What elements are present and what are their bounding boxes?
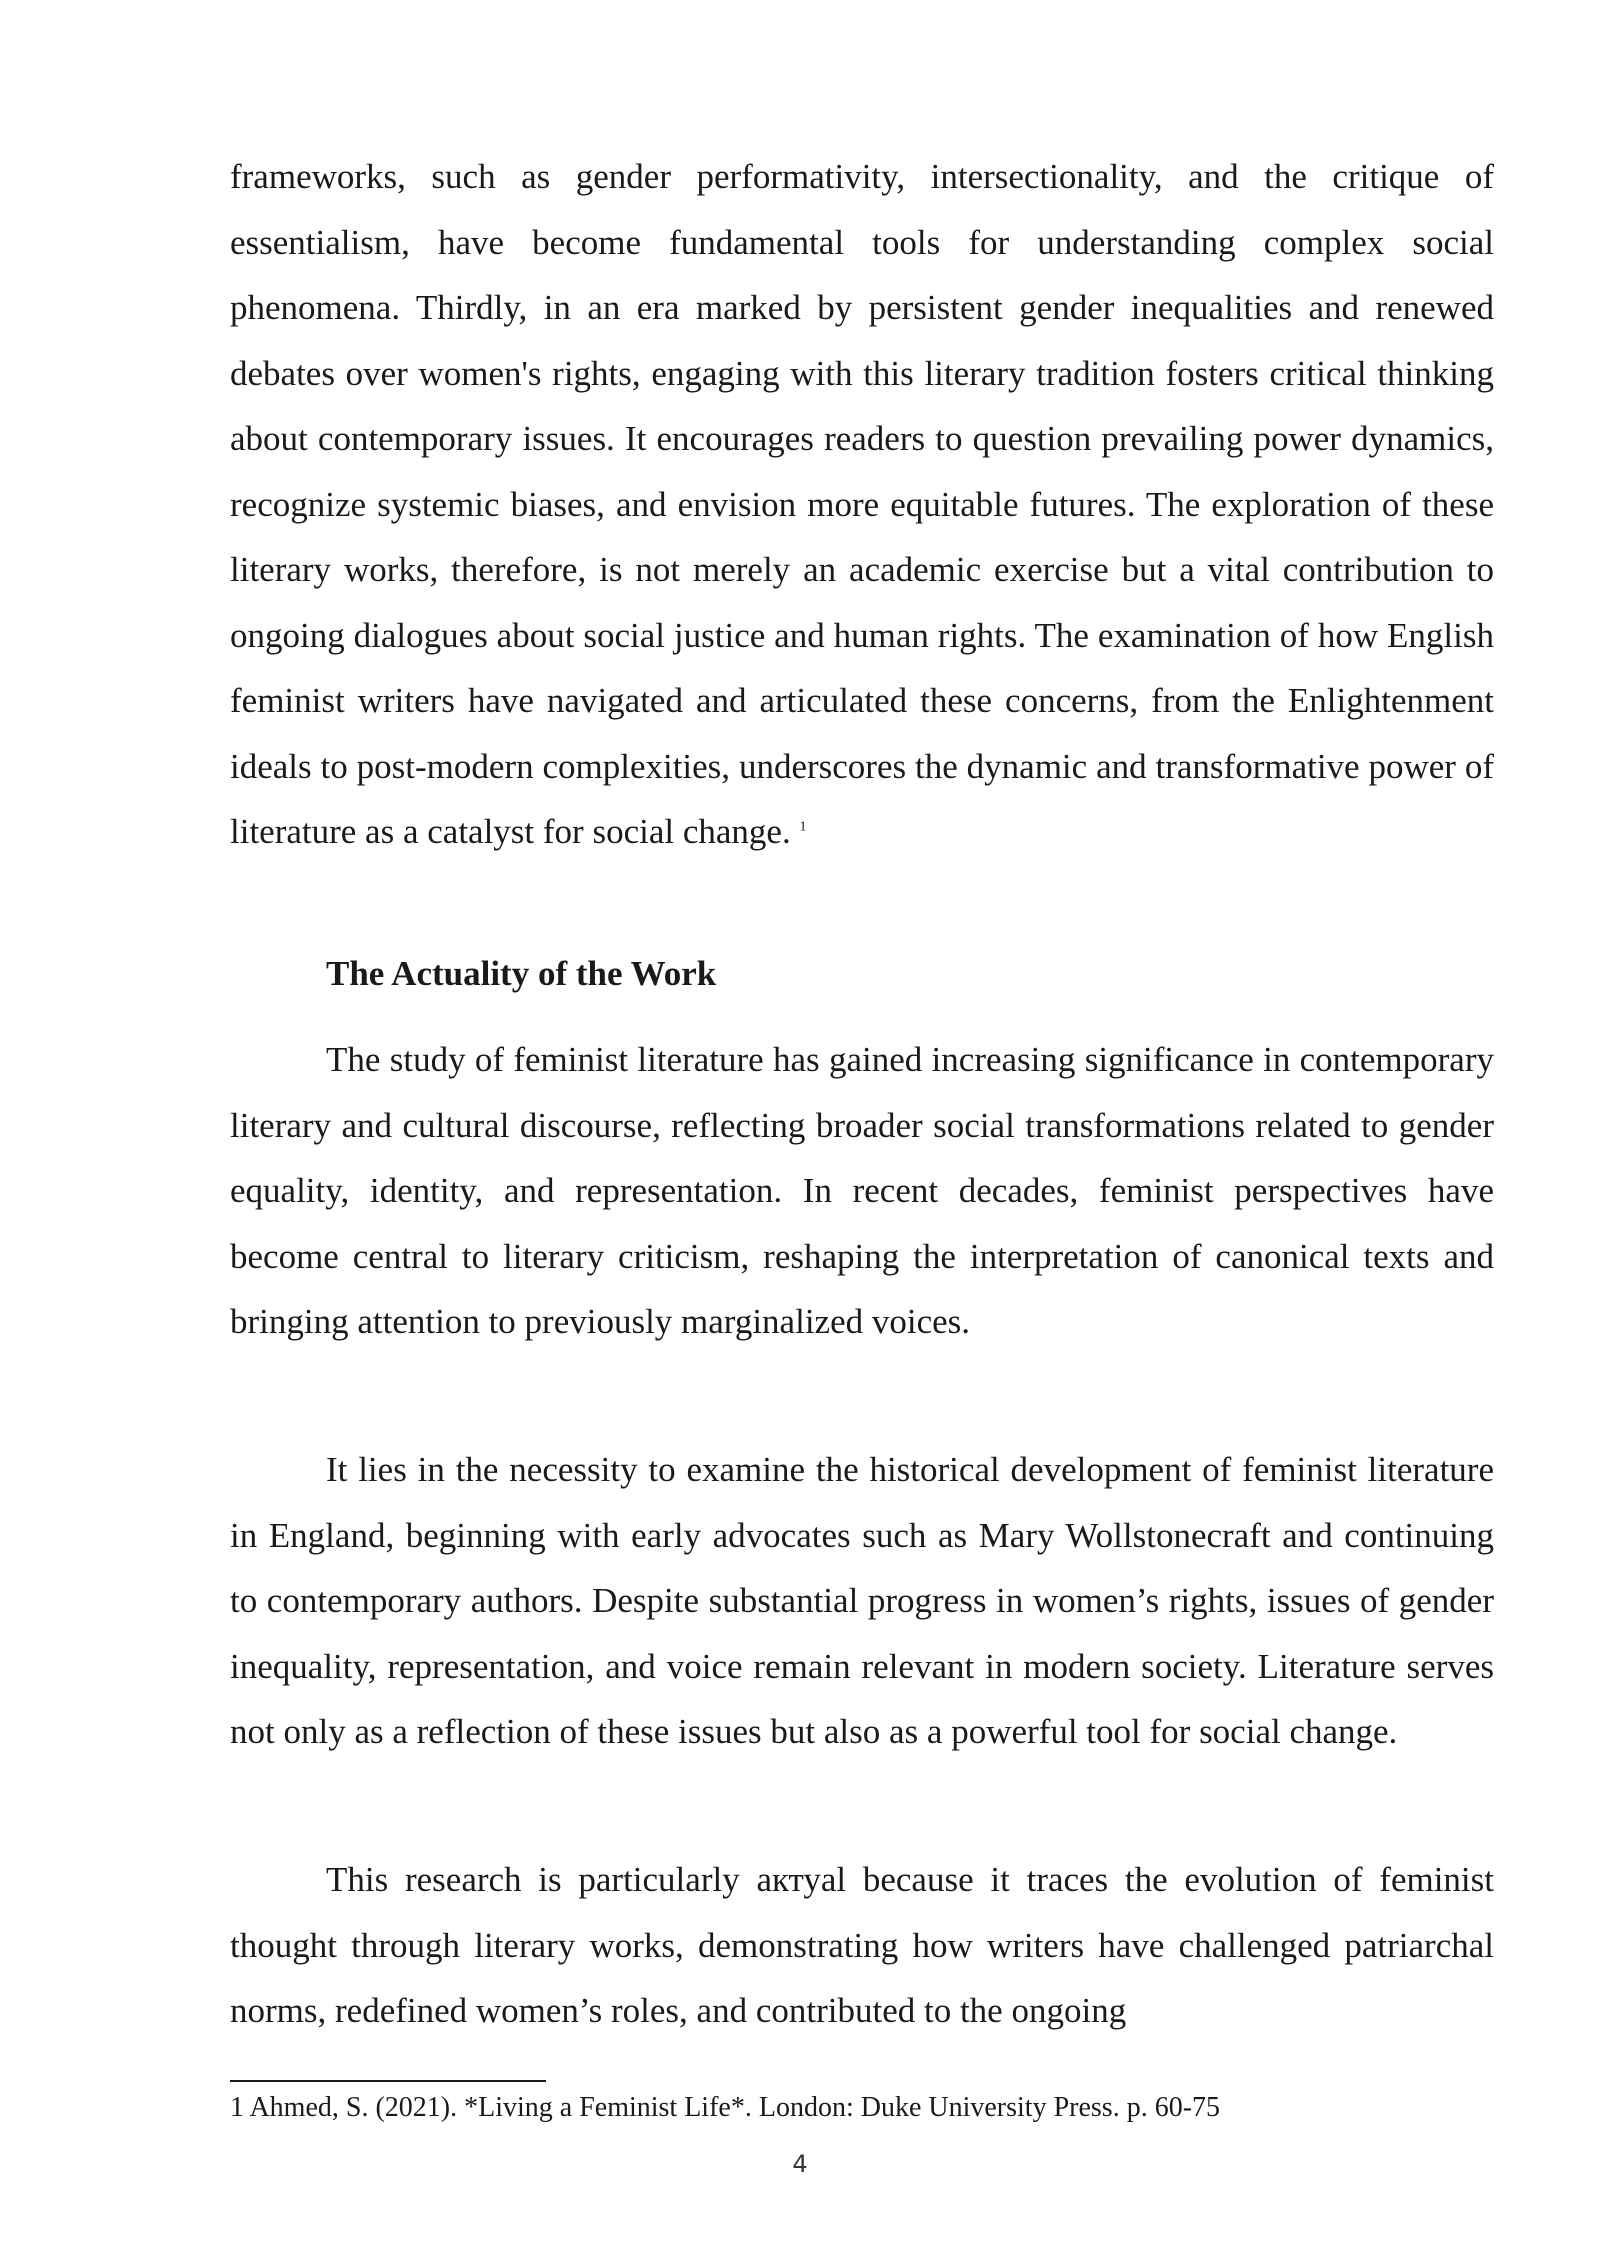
page-number: 4 — [792, 2150, 808, 2178]
footnote-reference[interactable]: 1 — [799, 819, 807, 835]
section-heading: The Actuality of the Work — [326, 954, 717, 993]
body-paragraph: It lies in the necessity to examine the historical development of feminist literature in England, beginning with early advocates such as Mary Wollstonecraft and continuing to contemporary authors. Despite substantial progress in women’s rights, issues of gender inequality, representation, and voice remain relevant in modern society. Literature serves not only as a reflection of these issues but also as a powerful tool for social change. — [230, 1450, 1494, 1751]
continuation-paragraph — [230, 144, 1494, 865]
continuation-paragraph-text: frameworks, such as gender performativity, intersectionality, and the critique of essentialism, have become fundamental tools for understanding complex social phenomena. Thirdly, in an era marked by persistent gender inequalities and renewed debates over women's rights, engaging with this literary tradition fosters critical thinking about contemporary issues. It encourages readers to question prevailing power dynamics, recognize systemic biases, and envision more equitable futures. The exploration of these literary works, therefore, is not merely an academic exercise but a vital contribution to ongoing dialogues about social justice and human rights. The examination of how English feminist writers have navigated and articulated these concerns, from the Enlightenment ideals to post-modern complexities, underscores the dynamic and transformative power of literature as a catalyst for social change. — [230, 157, 1494, 851]
body-paragraph: This research is particularly актуal because it traces the evolution of feminist thought through literary works, demonstrating how writers have challenged patriarchal norms, redefined women’s roles, and contributed to the ongoing — [230, 1860, 1494, 2030]
body-paragraph: The study of feminist literature has gained increasing significance in contemporary literary and cultural discourse, reflecting broader social transformations related to gender equality, identity, and representation. In recent decades, feminist perspectives have become central to literary criticism, reshaping the interpretation of canonical texts and bringing attention to previously marginalized voices. — [230, 1040, 1494, 1341]
footnote: 1 Ahmed, S. (2021). *Living a Feminist Life*. London: Duke University Press. p. 60-75 — [230, 2092, 1221, 2123]
footnote-separator — [230, 2080, 546, 2082]
